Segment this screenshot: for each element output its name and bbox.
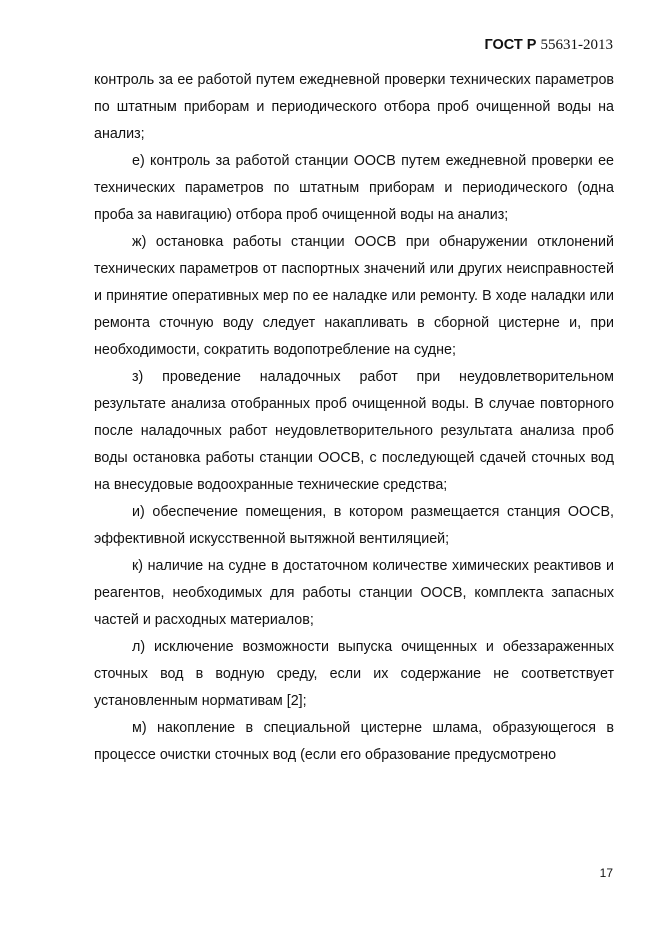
paragraph-item-k: к) наличие на судне в достаточном количестве химических реактивов и реагентов, необходимых для работы станции ООСВ, комплекта запасных частей и расходных материалов; xyxy=(94,558,614,628)
document-header xyxy=(484,37,613,54)
paragraph-item-zh: ж) остановка работы станции ООСВ при обнаружении отклонений технических параметров от паспортных значений или других неисправностей и принятие оперативных мер по ее наладке или ремонту. В ходе наладки или ремонта сточную воду следует накапливать в сборной цистерне и, при необходимости, сократить водопотребление на судне; xyxy=(94,234,614,358)
paragraph-continuation: контроль за ее работой путем ежедневной проверки технических параметров по штатным приборам и периодического отбора проб очищенной воды на анализ; xyxy=(94,72,614,142)
paragraph-item-m: м) накопление в специальной цистерне шлама, образующегося в процессе очистки сточных вод (если его образование предусмотрено xyxy=(94,720,614,763)
paragraph-item-i: и) обеспечение помещения, в котором размещается станция ООСВ, эффективной искусственной вытяжной вентиляцией; xyxy=(94,504,614,547)
document-body xyxy=(94,67,614,769)
standard-number: 55631-2013 xyxy=(540,37,613,53)
paragraph-item-e: е) контроль за работой станции ООСВ путем ежедневной проверки ее технических параметров по штатным приборам и периодического (одна проба за навигацию) отбора проб очищенной воды на анализ; xyxy=(94,153,614,223)
paragraph-item-l: л) исключение возможности выпуска очищенных и обеззараженных сточных вод в водную среду, если их содержание не соответствует установленным нормативам [2]; xyxy=(94,639,614,709)
paragraph-item-z: з) проведение наладочных работ при неудовлетворительном результате анализа отобранных проб очищенной воды. В случае повторного после наладочных работ неудовлетворительного результата анализа проб воды остановка работы станции ООСВ, с последующей сдачей сточных вод на внесудовые водоохранные технические средства; xyxy=(94,369,614,493)
page-number: 17 xyxy=(599,866,613,880)
standard-prefix: ГОСТ Р xyxy=(484,37,537,53)
